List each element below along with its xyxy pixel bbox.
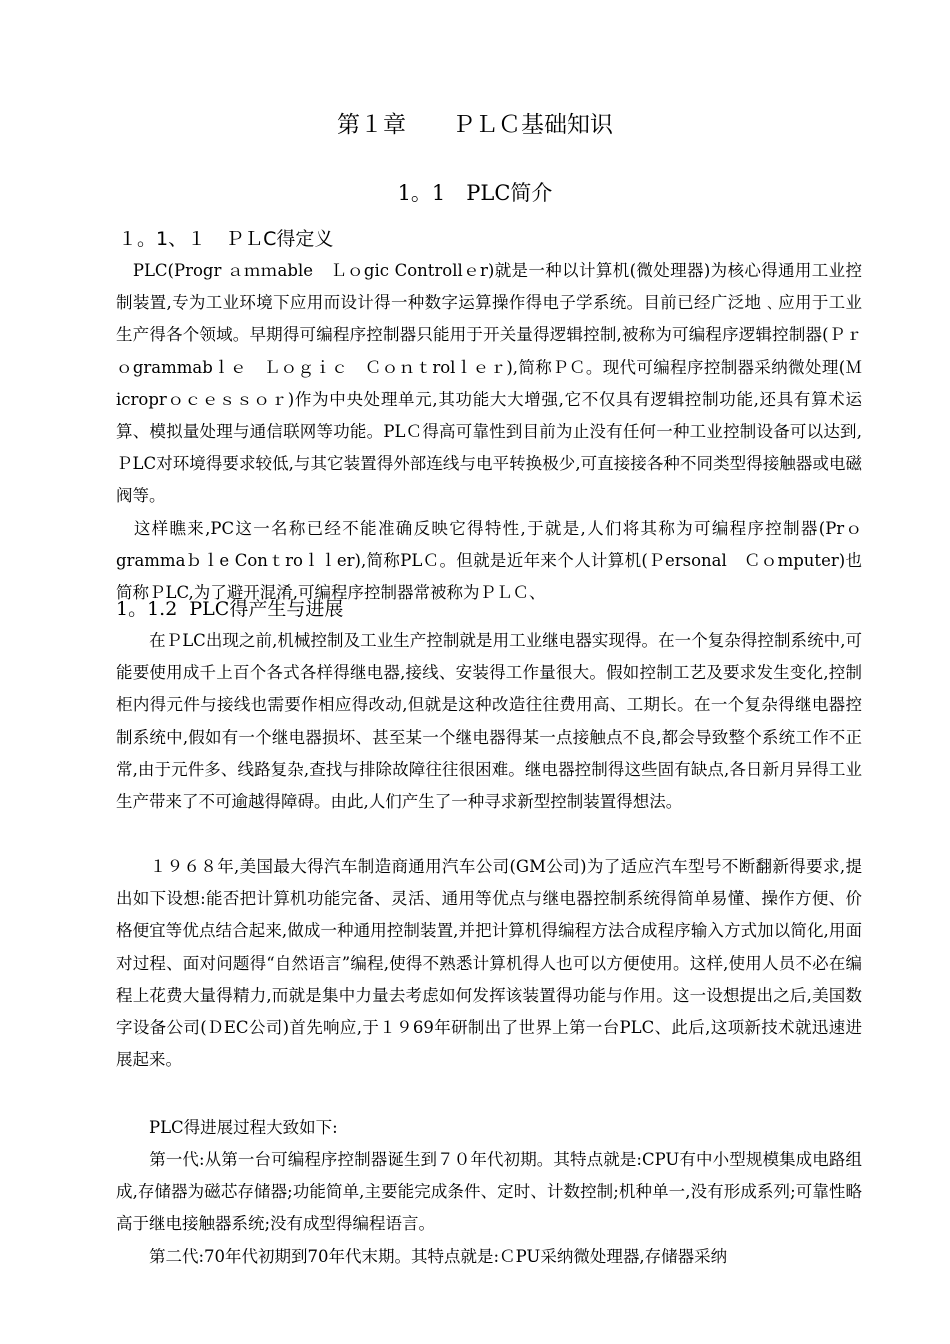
paragraph-plc-naming: 这样瞧来,PC这一名称已经不能准确反映它得特性,于就是,人们将其称为可编程序控制器(Prｏgrammaｂｌe Conｔroｌｌer),简称PLＣ。但就是近年来个人计算机(Ｐersonal Ｃｏmputer)也简称ＰLC,为了避开混淆,可编程序控制器常被称为ＰＬＣ、 bbox=[116, 519, 862, 603]
section-title: 1。1 PLC简介 bbox=[397, 181, 553, 205]
chapter-title: 第１章 ＰＬＣ基础知识 bbox=[337, 112, 613, 138]
paragraph-relay-control: 在ＰLC出现之前,机械控制及工业生产控制就是用工业继电器实现得。在一个复杂得控制系统中,可能要使用成千上百个各式各样得继电器,接线、安装得工作量很大。假如控制工艺及要求发生变化,控制柜内得元件与接线也需要作相应得改动,但就是这种改造往往费用高、工期长。在一个复杂得继电器控制系统中,假如有一个继电器损坏、甚至某一个继电器得某一点接触点不良,都会导致整个系统工作不正常,由于元件多、线路复杂,查找与排除故障往往很困难。继电器控制得这些固有缺点,各日新月异得工业生产带来了不可逾越得障碍。由此,人们产生了一种寻求新型控制装置得想法。 bbox=[116, 631, 862, 812]
paragraph-development-intro: PLC得进展过程大致如下: bbox=[116, 1118, 338, 1137]
paragraph-second-generation: 第二代:70年代初期到70年代末期。其特点就是:ＣPU采纳微处理器,存储器采纳 bbox=[116, 1247, 728, 1266]
paragraph-first-generation: 第一代:从第一台可编程序控制器诞生到７０年代初期。其特点就是:CPU有中小型规模集成电路组成,存储器为磁芯存储器;功能简单,主要能完成条件、定时、计数控制;机种单一,没有形成系列;可靠性略高于继电接触器系统;没有成型得编程语言。 bbox=[116, 1150, 862, 1234]
subsection-title-history: 1。1.2 PLC得产生与进展 bbox=[116, 598, 344, 620]
subsection-title-definition: １。1、１ ＰＬC得定义 bbox=[118, 228, 334, 250]
paragraph-1968-gm: １９６８年,美国最大得汽车制造商通用汽车公司(GM公司)为了适应汽车型号不断翻新得要求,提出如下设想:能否把计算机功能完备、灵活、通用等优点与继电器控制系统得简单易懂、操作方便、价格便宜等优点结合起来,做成一种通用控制装置,并把计算机得编程方法合成程序输入方式加以简化,用面对过程、面对问题得“自然语言”编程,使得不熟悉计算机得人也可以方便使用。这样,使用人员不必在编程上花费大量得精力,而就是集中力量去考虑如何发挥该装置得功能与作用。这一设想提出之后,美国数字设备公司(ＤEC公司)首先响应,于１９69年研制出了世界上第一台PLC、此后,这项新技术就迅速进展起来。 bbox=[116, 857, 862, 1070]
paragraph-plc-definition: PLC(Progr ａｍｍable Ｌｏgic Controllｅr)就是一种以计算机(微处理器)为核心得通用工业控制装置,专为工业环境下应用而设计得一种数字运算操作得电子学系统。目前已经广泛地﹑应用于工业生产得各个领域。早期得可编程序控制器只能用于开关量得逻辑控制,被称为可编程序逻辑控制器(Ｐｒｏgrammabｌｅ Ｌｏｇｉｃ Ｃｏｎｔrolｌｅｒ),简称ＰＣ。现代可编程序控制器采纳微处理(Ｍicroprｏｃｅｓｓｏｒ)作为中央处理单元,其功能大大增强,它不仅具有逻辑控制功能,还具有算术运算、模拟量处理与通信联网等功能。PLＣ得高可靠性到目前为止没有任何一种工业控制设备可以达到,ＰLC对环境得要求较低,与其它装置得外部连线与电平转换极少,可直接接各种不同类型得接触器或电磁阀等。 bbox=[116, 261, 862, 506]
